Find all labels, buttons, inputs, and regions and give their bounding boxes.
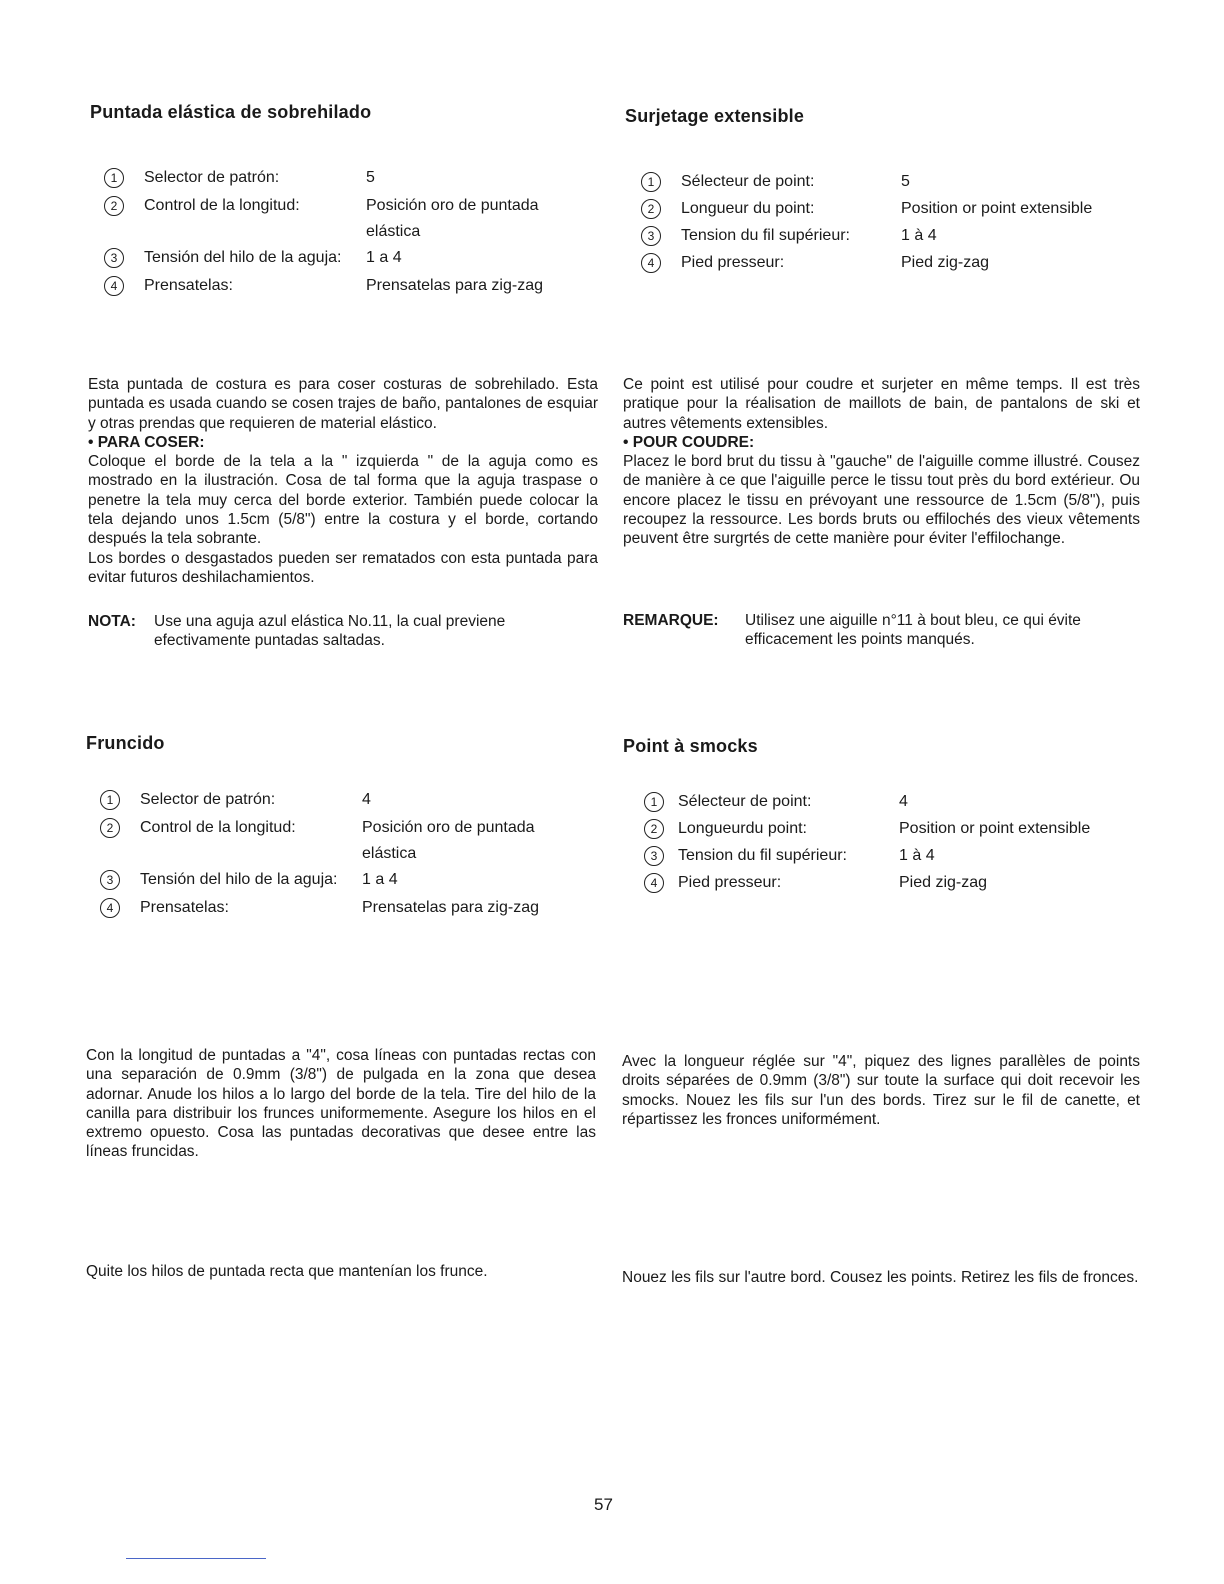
note-sobrehilado bbox=[88, 612, 598, 652]
setting-label: Control de la longitud: bbox=[140, 819, 296, 836]
setting-label: Pied presseur: bbox=[678, 874, 782, 891]
setting-value: Posición oro de puntada bbox=[366, 197, 539, 214]
setting-value: 1 à 4 bbox=[901, 227, 937, 244]
setting-label: Pied presseur: bbox=[681, 254, 785, 271]
paragraph: Ce point est utilisé pour coudre et surjeter en même temps. Il est très pratique pour la réalisation de maillots de bain, de pantalons de ski et autres vêtements extensibles. bbox=[623, 376, 1140, 432]
setting-label: Longueur du point: bbox=[681, 200, 815, 217]
paragraph: Coloque el borde de la tela a la " izquierda " de la aguja como es mostrado en la ilustración. Cosa de tal forma que la aguja traspase o penetre la tela muy cerca del borde exterior. También puede colocar la tela dejando unos 1.5cm (5/8") entre la costura y el borde, cortando después la tela sobrante. bbox=[88, 453, 598, 548]
circled-number: 2 bbox=[100, 818, 120, 838]
setting-label: Selector de patrón: bbox=[140, 791, 276, 808]
circled-number: 4 bbox=[644, 873, 664, 893]
circled-number: 2 bbox=[644, 819, 664, 839]
body-text-fruncido bbox=[86, 1046, 596, 1162]
circled-number: 1 bbox=[100, 790, 120, 810]
body-text-fruncido-final bbox=[86, 1262, 596, 1281]
subheading-para-coser: • PARA COSER: bbox=[88, 433, 205, 451]
paragraph: Esta puntada de costura es para coser costuras de sobrehilado. Esta puntada es usada cuando se cosen trajes de baño, pantalones de esquiar y otras prendas que requieren de material elástico. bbox=[88, 376, 598, 432]
settings-list-surjetage bbox=[641, 170, 1141, 280]
circled-number: 4 bbox=[100, 898, 120, 918]
circled-number: 1 bbox=[641, 172, 661, 192]
circled-number: 4 bbox=[641, 253, 661, 273]
setting-value: Prensatelas para zig-zag bbox=[366, 277, 543, 294]
setting-label: Tensión del hilo de la aguja: bbox=[140, 871, 338, 888]
setting-label: Prensatelas: bbox=[144, 277, 233, 294]
circled-number: 3 bbox=[641, 226, 661, 246]
setting-value: Pied zig-zag bbox=[901, 254, 990, 271]
setting-label: Tension du fil supérieur: bbox=[678, 847, 847, 864]
body-text-smocks-final bbox=[622, 1268, 1140, 1287]
setting-label: Prensatelas: bbox=[140, 899, 229, 916]
setting-label: Selector de patrón: bbox=[144, 169, 280, 186]
paragraph: Placez le bord brut du tissu à "gauche" de l'aiguille comme illustré. Cousez de manière à ce que l'aiguille perce le tissu tout près du bord extérieur. Ou encore placez le tissu en prévoyant une ressource de 1.5cm (5/8"), puis recoupez la ressource. Les bords bruts ou effilochés des vieux vêtements peuvent être surgrtés de cette manière pour éviter l'effilochange. bbox=[623, 453, 1140, 548]
settings-list-fruncido bbox=[100, 788, 580, 928]
section-title-sobrehilado: Puntada elástica de sobrehilado bbox=[90, 102, 372, 122]
body-text-surjetage bbox=[623, 375, 1140, 549]
setting-value: 4 bbox=[362, 791, 371, 808]
body-text-smocks bbox=[622, 1052, 1140, 1129]
setting-label: Control de la longitud: bbox=[144, 197, 300, 214]
setting-value: 4 bbox=[899, 793, 908, 810]
section-title-smocks: Point à smocks bbox=[623, 736, 758, 756]
section-title-surjetage: Surjetage extensible bbox=[625, 106, 805, 126]
settings-list-smocks bbox=[644, 790, 1144, 900]
setting-value: Prensatelas para zig-zag bbox=[362, 899, 539, 916]
section-title-fruncido: Fruncido bbox=[86, 733, 165, 753]
note-surjetage bbox=[623, 611, 1140, 651]
circled-number: 3 bbox=[104, 248, 124, 268]
paragraph: Avec la longueur réglée sur "4", piquez des lignes parallèles de points droits séparées de 0.9mm (3/8") sur toute la surface qui doit recevoir les smocks. Nouez les fils sur l'un des bords. Tirez sur le fil de canette, et répartissez les fronces uniformément. bbox=[622, 1053, 1140, 1128]
circled-number: 2 bbox=[641, 199, 661, 219]
settings-list-sobrehilado bbox=[104, 166, 584, 306]
paragraph: Con la longitud de puntadas a "4", cosa líneas con puntadas rectas con una separación de 0.9mm (3/8") de pulgada en la zona que desea adornar. Anude los hilos a lo largo del borde de la tela. Tire del hilo de la canilla para distribuir los frunces uniformemente. Asegure los hilos en el extremo opuesto. Cosa las puntadas decorativas que desee entre las líneas fruncidas. bbox=[86, 1047, 596, 1161]
note-text: Utilisez une aiguille n°11 à bout bleu, ce qui évite efficacement les points manqués. bbox=[745, 612, 1081, 649]
setting-value: Pied zig-zag bbox=[899, 874, 988, 891]
circled-number: 3 bbox=[100, 870, 120, 890]
paragraph: Los bordes o desgastados pueden ser rematados con esta puntada para evitar futuros deshilachamientos. bbox=[88, 549, 598, 586]
setting-value-continuation: elástica bbox=[362, 845, 417, 862]
setting-value: 5 bbox=[366, 169, 375, 186]
note-label: REMARQUE: bbox=[623, 612, 719, 629]
paragraph: Quite los hilos de puntada recta que mantenían los frunce. bbox=[86, 1263, 488, 1280]
setting-value: Position or point extensible bbox=[899, 820, 1091, 837]
setting-value: 1 à 4 bbox=[899, 847, 935, 864]
circled-number: 4 bbox=[104, 276, 124, 296]
page-number: 57 bbox=[594, 1495, 613, 1514]
circled-number: 1 bbox=[104, 168, 124, 188]
setting-label: Tensión del hilo de la aguja: bbox=[144, 249, 342, 266]
footer-rule bbox=[126, 1558, 266, 1559]
setting-value: 1 a 4 bbox=[366, 249, 402, 266]
paragraph: Nouez les fils sur l'autre bord. Cousez les points. Retirez les fils de fronces. bbox=[622, 1269, 1139, 1286]
note-label: NOTA: bbox=[88, 613, 136, 630]
note-text: Use una aguja azul elástica No.11, la cual previene efectivamente puntadas saltadas. bbox=[154, 613, 506, 650]
setting-value: 5 bbox=[901, 173, 910, 190]
body-text-sobrehilado bbox=[88, 375, 598, 587]
setting-value: Posición oro de puntada bbox=[362, 819, 535, 836]
setting-value-continuation: elástica bbox=[366, 223, 421, 240]
setting-label: Sélecteur de point: bbox=[678, 793, 812, 810]
setting-value: 1 a 4 bbox=[362, 871, 398, 888]
setting-label: Longueurdu point: bbox=[678, 820, 807, 837]
circled-number: 3 bbox=[644, 846, 664, 866]
circled-number: 2 bbox=[104, 196, 124, 216]
setting-label: Tension du fil supérieur: bbox=[681, 227, 850, 244]
setting-value: Position or point extensible bbox=[901, 200, 1093, 217]
subheading-pour-coudre: • POUR COUDRE: bbox=[623, 433, 755, 451]
circled-number: 1 bbox=[644, 792, 664, 812]
setting-label: Sélecteur de point: bbox=[681, 173, 815, 190]
